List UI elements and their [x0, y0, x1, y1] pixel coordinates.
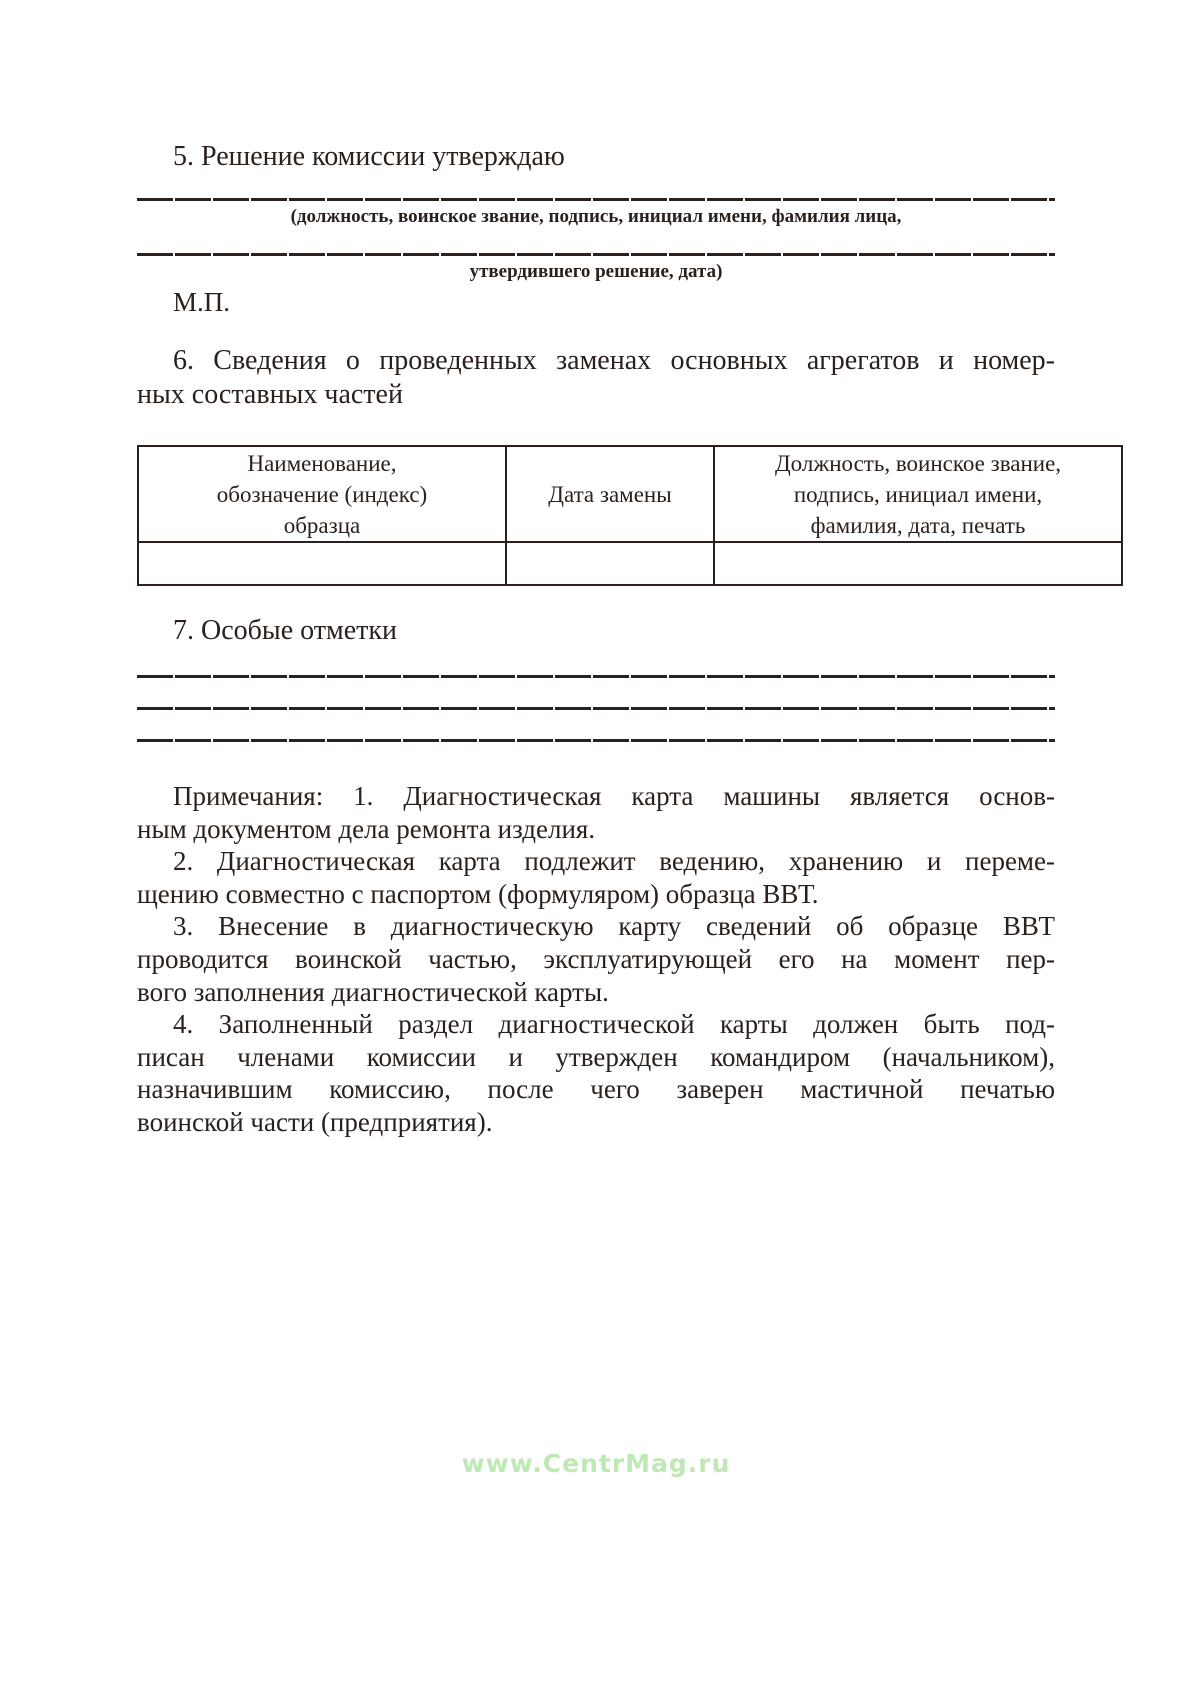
- notes-line: назначившим комиссию, после чего заверен мастичной печатью: [137, 1074, 1055, 1105]
- section-6-heading: [137, 344, 1055, 412]
- section-5-heading: 5. Решение комиссии утверждаю: [173, 141, 565, 172]
- replacements-table: [137, 445, 1123, 586]
- header-name-line-3: образца: [283, 512, 361, 538]
- signature-caption-line-2: утвердившего решение, дата): [469, 261, 723, 282]
- section-7-heading: 7. Особые отметки: [173, 615, 397, 646]
- notes-line: проводится воинской частью, эксплуатирующей его на момент пер-: [137, 943, 1055, 974]
- notes-block: [137, 780, 1055, 1139]
- table-header-name: [138, 446, 506, 542]
- notes-line: 3. Внесение в диагностическую карту сведений об образце ВВТ: [173, 911, 1055, 942]
- notes-line: писан членами комиссии и утвержден командиром (начальником),: [137, 1041, 1055, 1072]
- header-date-line-1: Дата замены: [548, 481, 672, 507]
- table-header-official: [714, 446, 1122, 542]
- notes-line: вого заполнения диагностической карты.: [137, 976, 609, 1007]
- notes-line: 2. Диагностическая карта подлежит ведению, хранению и переме-: [173, 846, 1055, 877]
- notes-line: ным документом дела ремонта изделия.: [137, 813, 596, 844]
- table-cell-date: [506, 542, 714, 585]
- notes-line: воинской части (предприятия).: [137, 1106, 493, 1137]
- section-6-heading-line-2: ных составных частей: [137, 379, 403, 410]
- section-6-heading-line-1: 6. Сведения о проведенных заменах основных агрегатов и номер-: [173, 345, 1055, 376]
- stamp-place-abbreviation: М.П.: [173, 287, 231, 317]
- table-header-date: [506, 446, 714, 542]
- signature-fill-line-2: [137, 253, 1055, 256]
- signature-caption-line-1: (должность, воинское звание, подпись, инициал имени, фамилия лица,: [290, 206, 902, 227]
- table-cell-name: [138, 542, 506, 585]
- notes-line: щению совместно с паспортом (формуляром) образца ВВТ.: [137, 878, 819, 909]
- notes-line: Примечания: 1. Диагностическая карта машины является основ-: [173, 781, 1055, 811]
- notes-fill-line-3: [137, 739, 1055, 742]
- header-official-line-3: фамилия, дата, печать: [810, 512, 1026, 538]
- notes-fill-line-1: [137, 675, 1055, 678]
- notes-line: 4. Заполненный раздел диагностической карты должен быть под-: [173, 1009, 1055, 1040]
- header-official-line-2: подпись, инициал имени,: [793, 481, 1043, 507]
- notes-fill-line-2: [137, 707, 1055, 710]
- table-cell-official: [714, 542, 1122, 585]
- table-header-row: [138, 446, 1122, 542]
- signature-fill-line-1: [137, 198, 1055, 201]
- header-name-line-2: обозначение (индекс): [216, 481, 428, 507]
- table-row: [138, 542, 1122, 585]
- header-official-line-1: Должность, воинское звание,: [774, 450, 1062, 476]
- centrmag-watermark: www.CentrMag.ru: [461, 1449, 731, 1478]
- header-name-line-1: Наименование,: [247, 450, 397, 476]
